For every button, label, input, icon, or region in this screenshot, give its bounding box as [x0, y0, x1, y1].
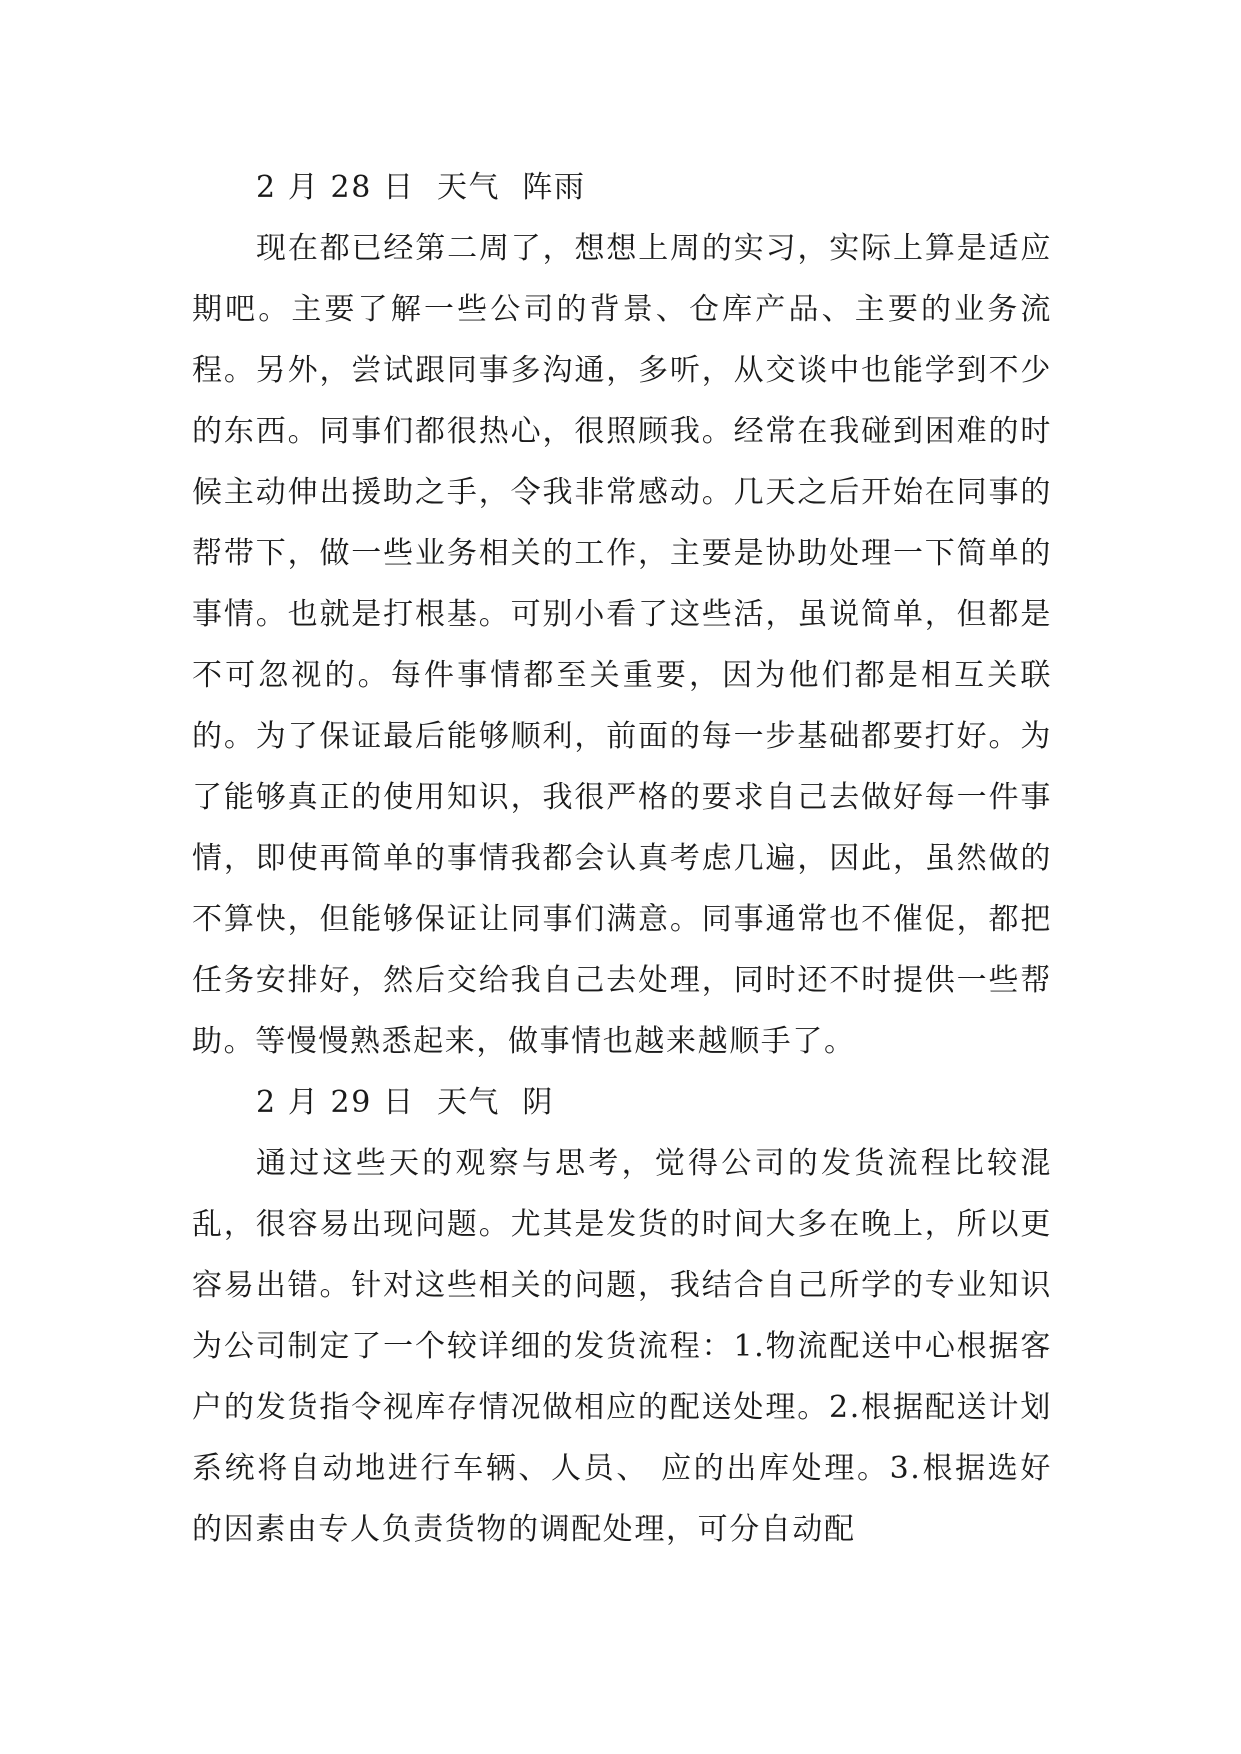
entry-date-heading: 2 月 28 日 天气 阵雨	[256, 170, 586, 205]
entry-paragraph: 通过这些天的观察与思考，觉得公司的发货流程比较混乱，很容易出现问题。尤其是发货的时间大多在晚上，所以更容易出错。针对这些相关的问题，我结合自己所学的专业知识为公司制定了一个较详细的发货流程：1.物流配送中心根据客户的发货指令视库存情况做相应的配送处理。2.根据配送计划系统将自动地进行车辆、人员、 应的出库处理。3.根据选好的因素由专人负责货物的调配处理，可分自动配	[192, 1146, 1052, 1547]
entry-paragraph: 现在都已经第二周了，想想上周的实习，实际上算是适应期吧。主要了解一些公司的背景、仓库产品、主要的业务流程。另外，尝试跟同事多沟通，多听，从交谈中也能学到不少的东西。同事们都很热心，很照顾我。经常在我碰到困难的时候主动伸出援助之手，令我非常感动。几天之后开始在同事的帮带下，做一些业务相关的工作，主要是协助处理一下简单的事情。也就是打根基。可别小看了这些活，虽说简单，但都是不可忽视的。每件事情都至关重要，因为他们都是相互关联的。为了保证最后能够顺利，前面的每一步基础都要打好。为了能够真正的使用知识，我很严格的要求自己去做好每一件事情，即使再简单的事情我都会认真考虑几遍，因此，虽然做的不算快，但能够保证让同事们满意。同事通常也不催促，都把任务安排好，然后交给我自己去处理，同时还不时提供一些帮助。等慢慢熟悉起来，做事情也越来越顺手了。	[192, 231, 1052, 1059]
entry-date-heading: 2 月 29 日 天气 阴	[256, 1085, 555, 1120]
document-body	[192, 157, 1052, 1560]
